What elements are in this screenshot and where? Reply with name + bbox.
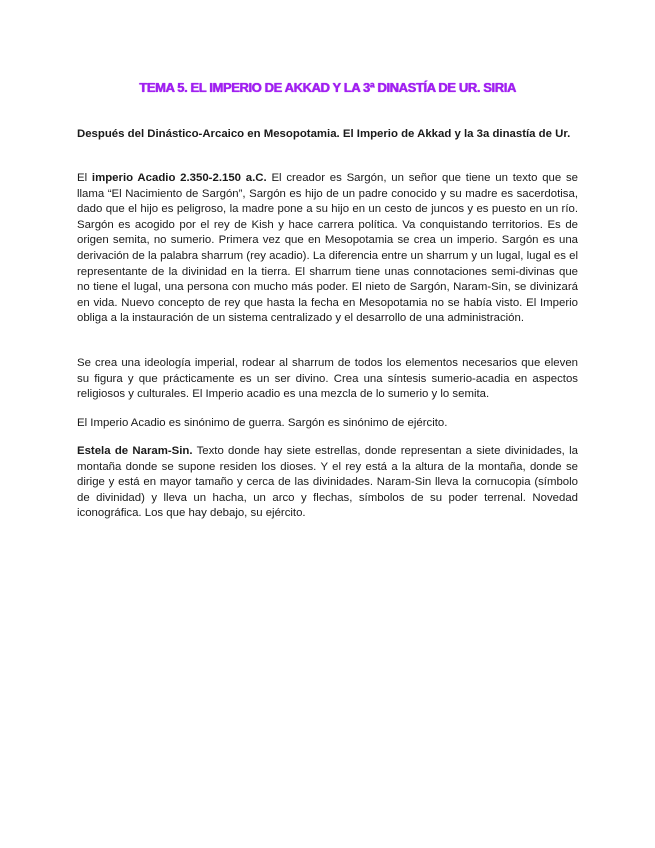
paragraph-body: Texto donde hay siete estrellas, donde representan a siete divinidades, la montaña donde se supone residen los dioses. Y el rey está a la altura de la montaña, donde se dirige y está en mayor tamaño y cerca de las divinidades. Naram-Sin lleva la cornucopia (símbolo de divinidad) y lleva un hacha, un arco y flechas, símbolos de su poder terrenal. Novedad iconográfica. Los que hay debajo, su ejército. bbox=[77, 445, 578, 520]
paragraph-bold-heading: Estela de Naram-Sin. bbox=[77, 445, 193, 457]
paragraph-body: El creador es Sargón, un señor que tiene un texto que se llama “El Nacimiento de Sargón”, Sargón es hijo de un padre conocido y su madre es sacerdotisa, dado que el hijo es peligroso, la madre pone a su hijo en un cesto de juncos y es puesto en un río. Sargón es acogido por el rey de Kish y hace carrera política. Va conquistando territorios. Es de origen semita, no sumerio. Primera vez que en Mesopotamia se crea un imperio. Sargón es una derivación de la palabra sharrum (rey acadio). La diferencia entre un sharrum y un lugal, lugal es el representante de la divinidad en la tierra. El sharrum tiene unas connotaciones semi-divinas que no tiene el lugal, una persona con mucho más poder. El nieto de Sargón, Naram-Sin, se divinizará en vida. Nuevo concepto de rey que hasta la fecha en Mesopotamia no se había visto. El Imperio obliga a la instauración de un sistema centralizado y el desarrollo de una administración. bbox=[77, 172, 579, 325]
document-subtitle: Después del Dinástico-Arcaico en Mesopotamia. El Imperio de Akkad y la 3a dinastía de Ur. bbox=[77, 128, 571, 140]
paragraph-prefix: El bbox=[77, 172, 92, 184]
document-title: TEMA 5. EL IMPERIO DE AKKAD Y LA 3ª DINASTÍA DE UR. SIRIA bbox=[139, 80, 516, 95]
paragraph-bold-heading: imperio Acadio 2.350-2.150 a.C. bbox=[91, 172, 267, 184]
paragraph-war-synonym: El Imperio Acadio es sinónimo de guerra. Sargón es sinónimo de ejército. bbox=[77, 417, 448, 429]
paragraph-naram-sin-stele bbox=[77, 444, 578, 522]
paragraph-imperial-ideology: Se crea una ideología imperial, rodear al sharrum de todos los elementos necesarios que eleven su figura y que prácticamente es un ser divino. Crea una síntesis sumerio-acadia en aspectos religiosos y culturales. El Imperio acadio es una mezcla de lo sumerio y lo semita. bbox=[77, 357, 578, 401]
paragraph-akkad-empire bbox=[77, 171, 578, 327]
